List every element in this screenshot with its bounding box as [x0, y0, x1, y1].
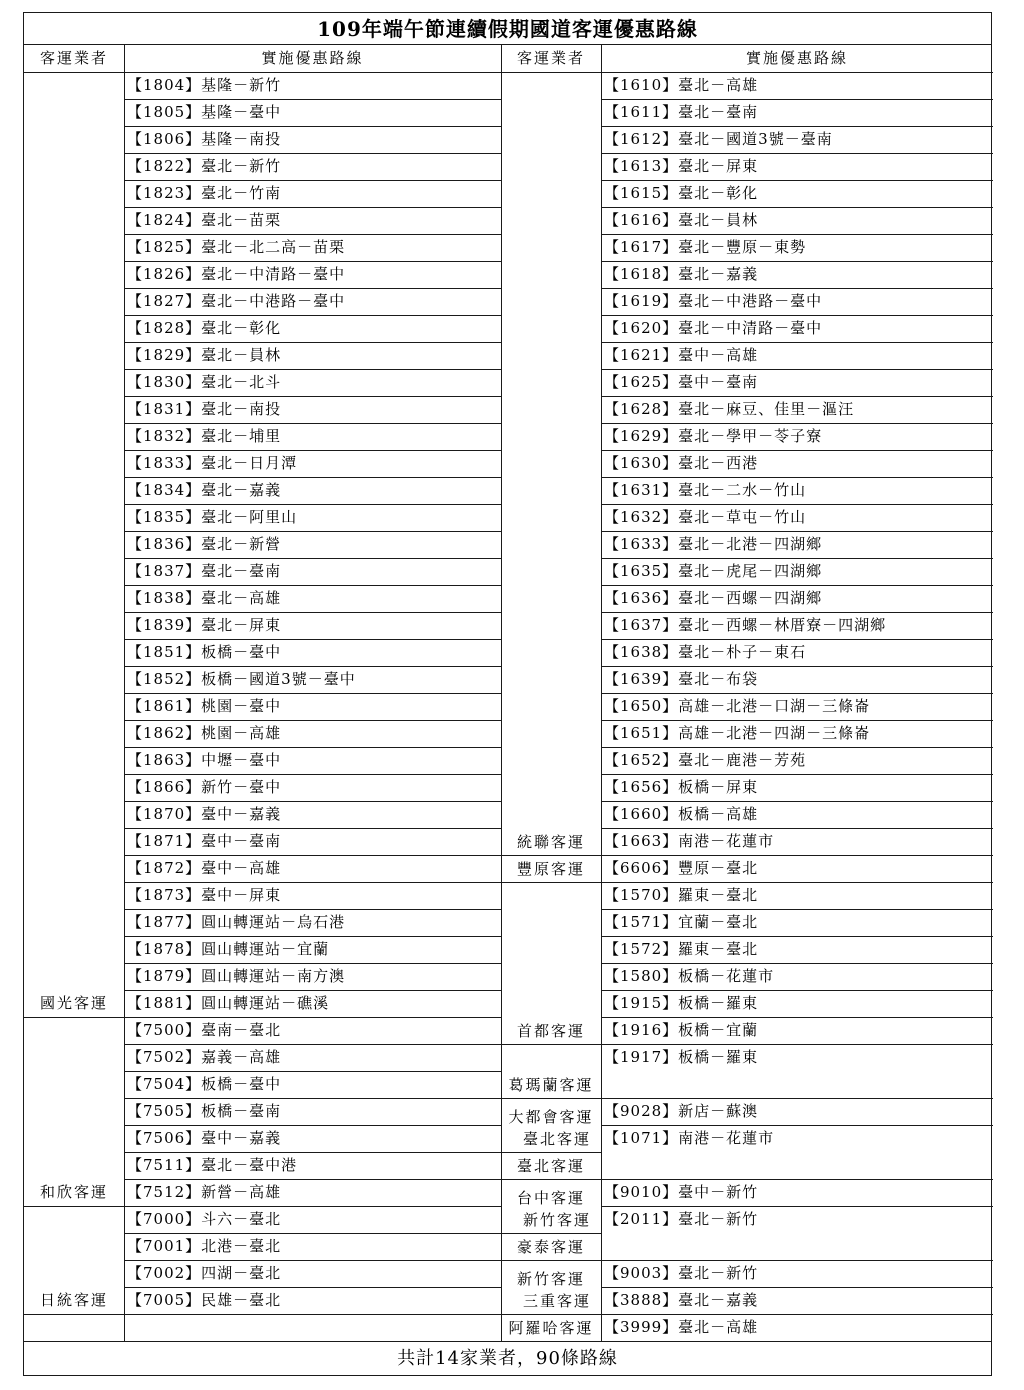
route-item: 【1829】臺北－員林: [127, 346, 282, 364]
row-divider: [601, 639, 993, 640]
row-divider: [601, 1287, 993, 1288]
operator-cell: [501, 1044, 601, 1098]
route-item: 【1836】臺北－新營: [127, 535, 282, 553]
route-item: 【1872】臺中－高雄: [127, 859, 282, 877]
row-divider: [601, 1206, 993, 1207]
route-item: 【1917】板橋－羅東: [604, 1048, 759, 1066]
row-divider: [601, 693, 993, 694]
row-divider: [601, 909, 993, 910]
route-item: 【1637】臺北－西螺－林厝寮－四湖鄉: [604, 616, 887, 634]
header-route-left: 實施優惠路線: [261, 49, 364, 67]
operator-cell: [501, 1179, 601, 1233]
row-divider: [601, 288, 993, 289]
route-item: 【1838】臺北－高雄: [127, 589, 282, 607]
route-item: 【7000】斗六－臺北: [127, 1210, 282, 1228]
route-item: 【1823】臺北－竹南: [127, 184, 282, 202]
route-item: 【7505】板橋－臺南: [127, 1102, 282, 1120]
operator-name: 臺北客運: [516, 1157, 585, 1175]
route-item: 【9003】臺北－新竹: [604, 1264, 759, 1282]
operator-cell: [501, 1260, 601, 1314]
row-divider: [601, 1125, 993, 1126]
route-item: 【1866】新竹－臺中: [127, 778, 282, 796]
route-item: 【1881】圓山轉運站－礁溪: [127, 994, 330, 1012]
row-divider: [601, 1314, 993, 1315]
route-item: 【1618】臺北－嘉義: [604, 265, 759, 283]
route-item: 【3999】臺北－高雄: [604, 1318, 759, 1336]
route-item: 【1632】臺北－草屯－竹山: [604, 508, 807, 526]
row-divider: [601, 423, 993, 424]
route-item: 【1833】臺北－日月潭: [127, 454, 298, 472]
row-divider: [601, 882, 993, 883]
route-item: [601, 1233, 992, 1260]
header-operator-right: 客運業者: [516, 49, 585, 67]
route-item: 【1619】臺北－中港路－臺中: [604, 292, 823, 310]
row-divider: [601, 531, 993, 532]
route-item: 【1663】南港－花蓮市: [604, 832, 775, 850]
row-divider: [601, 963, 993, 964]
table-header: [24, 45, 991, 72]
row-divider: [601, 774, 993, 775]
route-item: 【2011】臺北－新竹: [604, 1210, 759, 1228]
route-item: 【1071】南港－花蓮市: [604, 1129, 775, 1147]
route-item: 【1572】羅東－臺北: [604, 940, 759, 958]
operator-name: 新竹客運: [516, 1270, 585, 1288]
operator-name: [24, 1314, 124, 1341]
route-item: 【7506】臺中－嘉義: [127, 1129, 282, 1147]
row-divider: [601, 315, 993, 316]
route-item: 【1832】臺北－埔里: [127, 427, 282, 445]
operator-cell: [501, 855, 601, 882]
operator-cell: [501, 882, 601, 1044]
route-item: 【1873】臺中－屏東: [127, 886, 282, 904]
route-item: 【1652】臺北－鹿港－芳苑: [604, 751, 807, 769]
header-operator-left: 客運業者: [39, 49, 108, 67]
route-item: 【1804】基隆－新竹: [127, 76, 282, 94]
route-item: 【1834】臺北－嘉義: [127, 481, 282, 499]
route-item: 【1620】臺北－中清路－臺中: [604, 319, 823, 337]
route-item: 【1827】臺北－中港路－臺中: [127, 292, 346, 310]
route-item: [601, 1152, 992, 1179]
route-item: 【1879】圓山轉運站－南方澳: [127, 967, 346, 985]
operator-name: 阿羅哈客運: [508, 1319, 594, 1337]
row-divider: [601, 1260, 993, 1261]
route-item: 【7504】板橋－臺中: [127, 1075, 282, 1093]
route-item: 【1631】臺北－二水－竹山: [604, 481, 807, 499]
route-item: 【1863】中壢－臺中: [127, 751, 282, 769]
route-item: 【1851】板橋－臺中: [127, 643, 282, 661]
group-divider: [24, 1206, 124, 1207]
row-divider: [601, 1098, 993, 1099]
route-item: 【1625】臺中－臺南: [604, 373, 759, 391]
route-item: 【1650】高雄－北港－口湖－三條崙: [604, 697, 871, 715]
route-item: 【7005】民雄－臺北: [127, 1291, 282, 1309]
row-divider: [601, 1179, 993, 1180]
operator-name: 台中客運: [516, 1189, 585, 1207]
route-item: 【1806】基隆－南投: [127, 130, 282, 148]
row-divider: [601, 126, 993, 127]
row-divider: [601, 747, 993, 748]
row-divider: [601, 666, 993, 667]
route-item: 【7511】臺北－臺中港: [127, 1156, 298, 1174]
route-item: 【1633】臺北－北港－四湖鄉: [604, 535, 823, 553]
route-item: [601, 1071, 992, 1098]
row-divider: [601, 153, 993, 154]
operator-name: 大都會客運: [508, 1108, 594, 1126]
row-divider: [601, 585, 993, 586]
row-divider: [601, 828, 993, 829]
route-item: 【1871】臺中－臺南: [127, 832, 282, 850]
row-divider: [601, 180, 993, 181]
route-item: 【1828】臺北－彰化: [127, 319, 282, 337]
route-item: 【1837】臺北－臺南: [127, 562, 282, 580]
route-item: 【1571】宜蘭－臺北: [604, 913, 759, 931]
summary-footer: 共計14家業者，90條路線: [24, 1341, 991, 1375]
route-item: 【1852】板橋－國道3號－臺中: [127, 670, 356, 688]
row-divider: [601, 342, 993, 343]
operator-name: 豪泰客運: [516, 1238, 585, 1256]
route-item: 【1580】板橋－花蓮市: [604, 967, 775, 985]
row-divider: [601, 558, 993, 559]
row-divider: [601, 612, 993, 613]
route-item: 【1862】桃園－高雄: [127, 724, 282, 742]
row-divider: [601, 396, 993, 397]
row-divider: [601, 801, 993, 802]
operator-name: 新竹客運: [522, 1211, 591, 1229]
route-item: 【1610】臺北－高雄: [604, 76, 759, 94]
row-divider: [601, 234, 993, 235]
route-item: 【1617】臺北－豐原－東勢: [604, 238, 807, 256]
route-item: 【1870】臺中－嘉義: [127, 805, 282, 823]
operator-name: 和欣客運: [39, 1183, 108, 1201]
operator-name: 統聯客運: [516, 833, 585, 851]
route-item: 【1638】臺北－朴子－東石: [604, 643, 807, 661]
route-item: 【1611】臺北－臺南: [604, 103, 759, 121]
route-item: 【1628】臺北－麻豆、佳里－漚汪: [604, 400, 855, 418]
route-item: 【1636】臺北－西螺－四湖鄉: [604, 589, 823, 607]
operator-cell: [501, 1152, 601, 1179]
route-item: 【1613】臺北－屏東: [604, 157, 759, 175]
route-item: 【1621】臺中－高雄: [604, 346, 759, 364]
route-item: 【1839】臺北－屏東: [127, 616, 282, 634]
row-divider: [601, 1044, 993, 1045]
route-item: 【1861】桃園－臺中: [127, 697, 282, 715]
route-item: 【1656】板橋－屏東: [604, 778, 759, 796]
operator-name: 國光客運: [39, 994, 108, 1012]
route-item: 【1831】臺北－南投: [127, 400, 282, 418]
route-item: 【9028】新店－蘇澳: [604, 1102, 759, 1120]
route-item: 【9010】臺中－新竹: [604, 1183, 759, 1201]
route-item: 【1660】板橋－高雄: [604, 805, 759, 823]
route-item: 【1629】臺北－學甲－苓子寮: [604, 427, 823, 445]
route-item: 【1826】臺北－中清路－臺中: [127, 265, 346, 283]
row-divider: [601, 261, 993, 262]
operator-name: 豐原客運: [516, 860, 585, 878]
route-item: 【1835】臺北－阿里山: [127, 508, 298, 526]
row-divider: [601, 990, 993, 991]
route-item: 【7002】四湖－臺北: [127, 1264, 282, 1282]
route-item: 【1616】臺北－員林: [604, 211, 759, 229]
route-item: 【1651】高雄－北港－四湖－三條崙: [604, 724, 871, 742]
route-item: 【1830】臺北－北斗: [127, 373, 282, 391]
operator-cell: [501, 1233, 601, 1260]
route-item: [124, 1314, 500, 1341]
page-title: 109年端午節連續假期國道客運優惠路線: [24, 13, 991, 45]
operator-name: 臺北客運: [522, 1130, 591, 1148]
route-item: 【1825】臺北－北二高－苗栗: [127, 238, 346, 256]
row-divider: [601, 207, 993, 208]
row-divider: [601, 855, 993, 856]
row-divider: [601, 477, 993, 478]
route-item: 【1878】圓山轉運站－宜蘭: [127, 940, 330, 958]
route-item: 【1824】臺北－苗栗: [127, 211, 282, 229]
operator-name: 三重客運: [522, 1292, 591, 1310]
operator-name: 葛瑪蘭客運: [508, 1076, 594, 1094]
row-divider: [601, 369, 993, 370]
route-item: 【1615】臺北－彰化: [604, 184, 759, 202]
route-item: 【1612】臺北－國道3號－臺南: [604, 130, 833, 148]
route-item: 【1916】板橋－宜蘭: [604, 1021, 759, 1039]
row-divider: [601, 504, 993, 505]
route-item: 【7001】北港－臺北: [127, 1237, 282, 1255]
route-item: 【1877】圓山轉運站－烏石港: [127, 913, 346, 931]
operator-name: 日統客運: [39, 1291, 108, 1309]
operator-name: 首都客運: [516, 1022, 585, 1040]
route-item: 【1915】板橋－羅東: [604, 994, 759, 1012]
route-item: 【6606】豐原－臺北: [604, 859, 759, 877]
row-divider: [601, 1017, 993, 1018]
route-item: 【1805】基隆－臺中: [127, 103, 282, 121]
operator-cell: [501, 1098, 601, 1152]
group-divider: [24, 1017, 124, 1018]
header-route-right: 實施優惠路線: [745, 49, 848, 67]
route-item: 【7500】臺南－臺北: [127, 1021, 282, 1039]
operator-cell: [501, 72, 601, 855]
route-table: [23, 12, 992, 1376]
route-item: 【1630】臺北－西港: [604, 454, 759, 472]
route-item: 【7502】嘉義－高雄: [127, 1048, 282, 1066]
row-divider: [601, 720, 993, 721]
route-item: 【3888】臺北－嘉義: [604, 1291, 759, 1309]
row-divider: [601, 450, 993, 451]
route-item: 【7512】新營－高雄: [127, 1183, 282, 1201]
row-divider: [601, 936, 993, 937]
row-divider: [601, 99, 993, 100]
operator-cell: [501, 1314, 601, 1341]
route-item: 【1639】臺北－布袋: [604, 670, 759, 688]
route-item: 【1570】羅東－臺北: [604, 886, 759, 904]
route-item: 【1635】臺北－虎尾－四湖鄉: [604, 562, 823, 580]
route-item: 【1822】臺北－新竹: [127, 157, 282, 175]
